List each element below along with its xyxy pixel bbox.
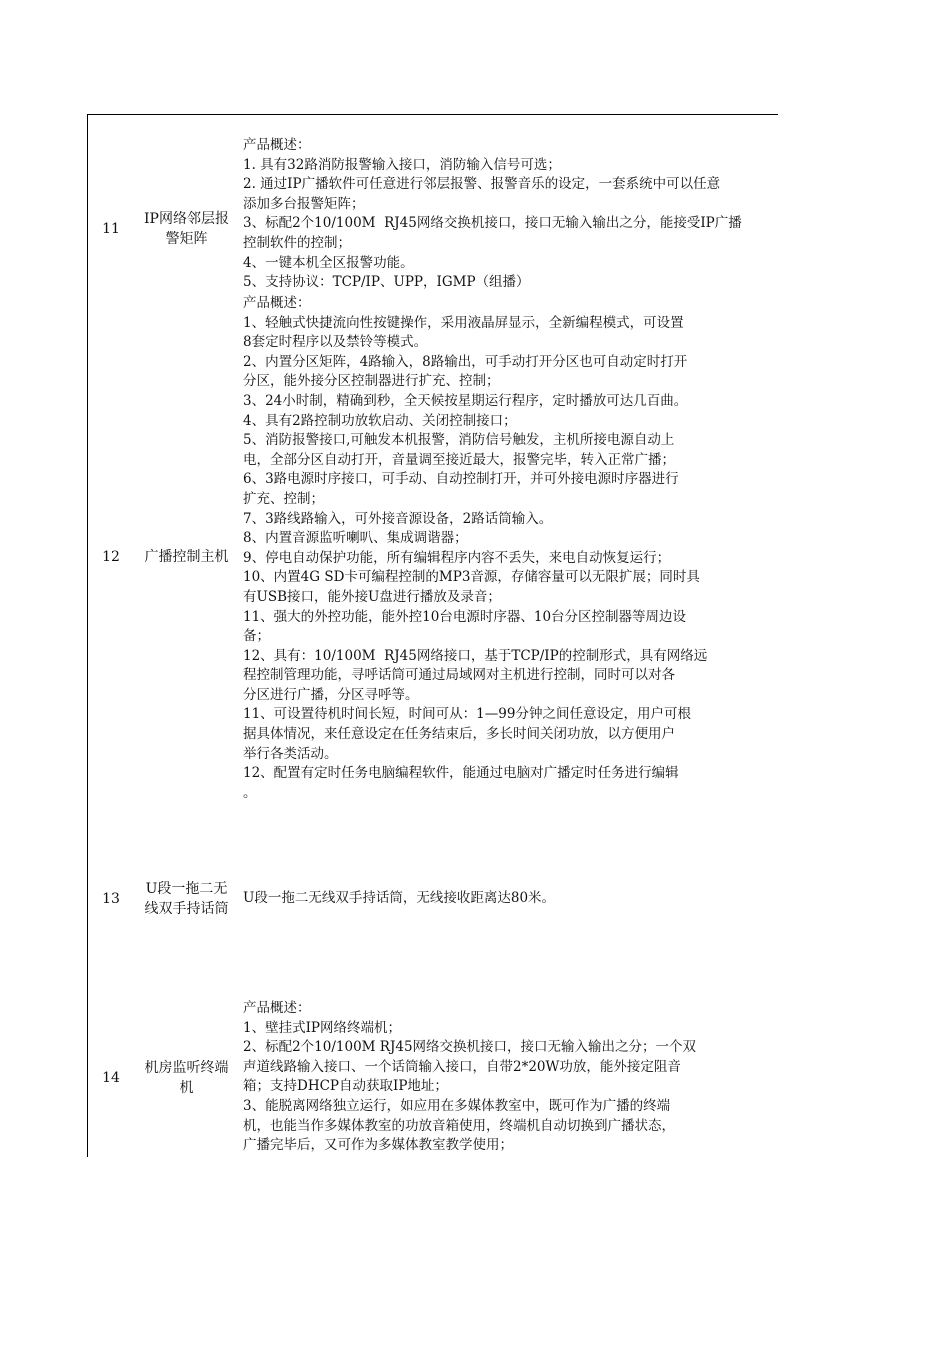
desc-line: 产品概述： — [243, 137, 311, 153]
desc-line: 3、能脱离网络独立运行，如应用在多媒体教室中，既可作为广播的终端 — [243, 1097, 671, 1114]
product-name-line: IP网络邻层报 — [144, 211, 229, 227]
desc-line: 声道线路输入接口、一个话筒输入接口，自带2*20W功放，能外接定阻音 — [243, 1058, 681, 1075]
desc-line: 9、停电自动保护功能，所有编辑程序内容不丢失，来电自动恢复运行； — [243, 549, 671, 566]
desc-line: 11、可设置待机时间长短，时间可从：1—99分钟之间任意设定，用户可根 — [243, 706, 691, 723]
table-top-border — [87, 114, 778, 115]
desc-line: 8、内置音源监听喇叭、集成调谐器； — [243, 530, 468, 547]
desc-line: 6、3路电源时序接口，可手动、自动控制打开，并可外接电源时序器进行 — [243, 471, 679, 488]
table-row — [87, 999, 778, 1157]
desc-line: 程控制管理功能，寻呼话筒可通过局域网对主机进行控制，同时可以对各 — [243, 667, 675, 684]
product-table — [87, 114, 778, 1157]
desc-line: 据具体情况，来任意设定在任务结束后，多长时间关闭功放，以方便用户 — [243, 726, 675, 743]
desc-line: 箱；支持DHCP自动获取IP地址； — [243, 1078, 448, 1095]
table-row — [87, 294, 778, 819]
desc-line: 产品概述： — [243, 295, 311, 311]
desc-line: 4、具有2路控制功放软启动、关闭控制接口； — [243, 412, 517, 429]
desc-line: 1、壁挂式IP网络终端机； — [243, 1019, 402, 1036]
desc-line: 电，全部分区自动打开，音量调至接近最大，报警完毕，转入正常广播； — [243, 451, 675, 468]
product-name — [135, 294, 238, 819]
product-description — [243, 136, 765, 293]
row-number-text: 11 — [102, 221, 120, 237]
desc-line: 分区，能外接分区控制器进行扩充、控制； — [243, 373, 500, 390]
desc-line: 12、具有：10/100M RJ45网络接口，基于TCP/IP的控制形式，具有网络远 — [243, 647, 708, 664]
product-name-line: 机房监听终端 — [144, 1060, 229, 1076]
desc-line: 4、一键本机全区报警功能。 — [243, 254, 414, 271]
product-description — [243, 889, 765, 909]
product-name-line: 机 — [179, 1080, 194, 1096]
product-name-line: U段一拖二无 — [145, 881, 228, 897]
product-name-line: 线双手持话筒 — [144, 901, 229, 917]
row-number-text: 14 — [102, 1070, 120, 1086]
table-row — [87, 819, 778, 979]
desc-line: 8套定时程序以及禁铃等模式。 — [243, 334, 428, 351]
row-number-text: 13 — [102, 891, 120, 907]
desc-line: 5、消防报警接口,可触发本机报警，消防信号触发，主机所接电源自动上 — [243, 432, 675, 449]
desc-line: 12、配置有定时任务电脑编程软件，能通过电脑对广播定时任务进行编辑 — [243, 765, 679, 782]
desc-line: 备； — [243, 628, 270, 645]
desc-line: 。 — [243, 784, 257, 801]
desc-line: 10、内置4G SD卡可编程控制的MP3音源，存储容量可以无限扩展；同时具 — [243, 569, 700, 586]
desc-line: 2. 通过IP广播软件可任意进行邻层报警、报警音乐的设定，一套系统中可以任意 — [243, 176, 721, 193]
row-number-text: 12 — [102, 548, 120, 565]
desc-line: 有USB接口，能外接U盘进行播放及录音； — [243, 588, 501, 605]
desc-line: 2、内置分区矩阵，4路输入，8路输出，可手动打开分区也可自动定时打开 — [243, 353, 688, 370]
desc-line: 广播完毕后，又可作为多媒体教室教学使用； — [243, 1137, 513, 1154]
desc-line: 扩充、控制； — [243, 490, 324, 507]
desc-line: 分区进行广播，分区寻呼等。 — [243, 686, 419, 703]
product-name-line: 广播控制主机 — [144, 548, 229, 565]
desc-line: 11、强大的外控功能，能外控10台电源时序器、10台分区控制器等周边设 — [243, 608, 687, 625]
product-description — [243, 999, 765, 1156]
desc-line: 3、24小时制，精确到秒，全天候按星期运行程序，定时播放可达几百曲。 — [243, 392, 688, 409]
product-name — [135, 819, 238, 979]
desc-line: U段一拖二无线双手持话筒，无线接收距离达80米。 — [243, 890, 556, 906]
desc-line: 1. 具有32路消防报警输入接口，消防输入信号可选； — [243, 156, 561, 173]
desc-line: 产品概述： — [243, 1000, 311, 1016]
row-number — [87, 819, 135, 979]
desc-line: 控制软件的控制； — [243, 234, 351, 251]
desc-line: 7、3路线路输入，可外接音源设备，2路话筒输入。 — [243, 510, 553, 527]
product-name-line: 警矩阵 — [165, 231, 208, 247]
desc-line: 机，也能当作多媒体教室的功放音箱使用，终端机自动切换到广播状态， — [243, 1117, 675, 1134]
desc-line: 2、标配2个10/100M RJ45网络交换机接口，接口无输入输出之分；一个双 — [243, 1039, 697, 1056]
product-name — [135, 999, 238, 1157]
row-number — [87, 294, 135, 819]
desc-line: 1、轻触式快捷流向性按键操作，采用液晶屏显示，全新编程模式，可设置 — [243, 314, 684, 331]
product-description — [243, 294, 765, 803]
desc-line: 5、支持协议：TCP/IP、UPP，IGMP（组播） — [243, 274, 530, 291]
desc-line: 3、标配2个10/100M RJ45网络交换机接口，接口无输入输出之分，能接受IP广播 — [243, 215, 742, 232]
desc-line: 添加多台报警矩阵； — [243, 195, 365, 212]
desc-line: 举行各类活动。 — [243, 745, 338, 762]
row-number — [87, 999, 135, 1157]
